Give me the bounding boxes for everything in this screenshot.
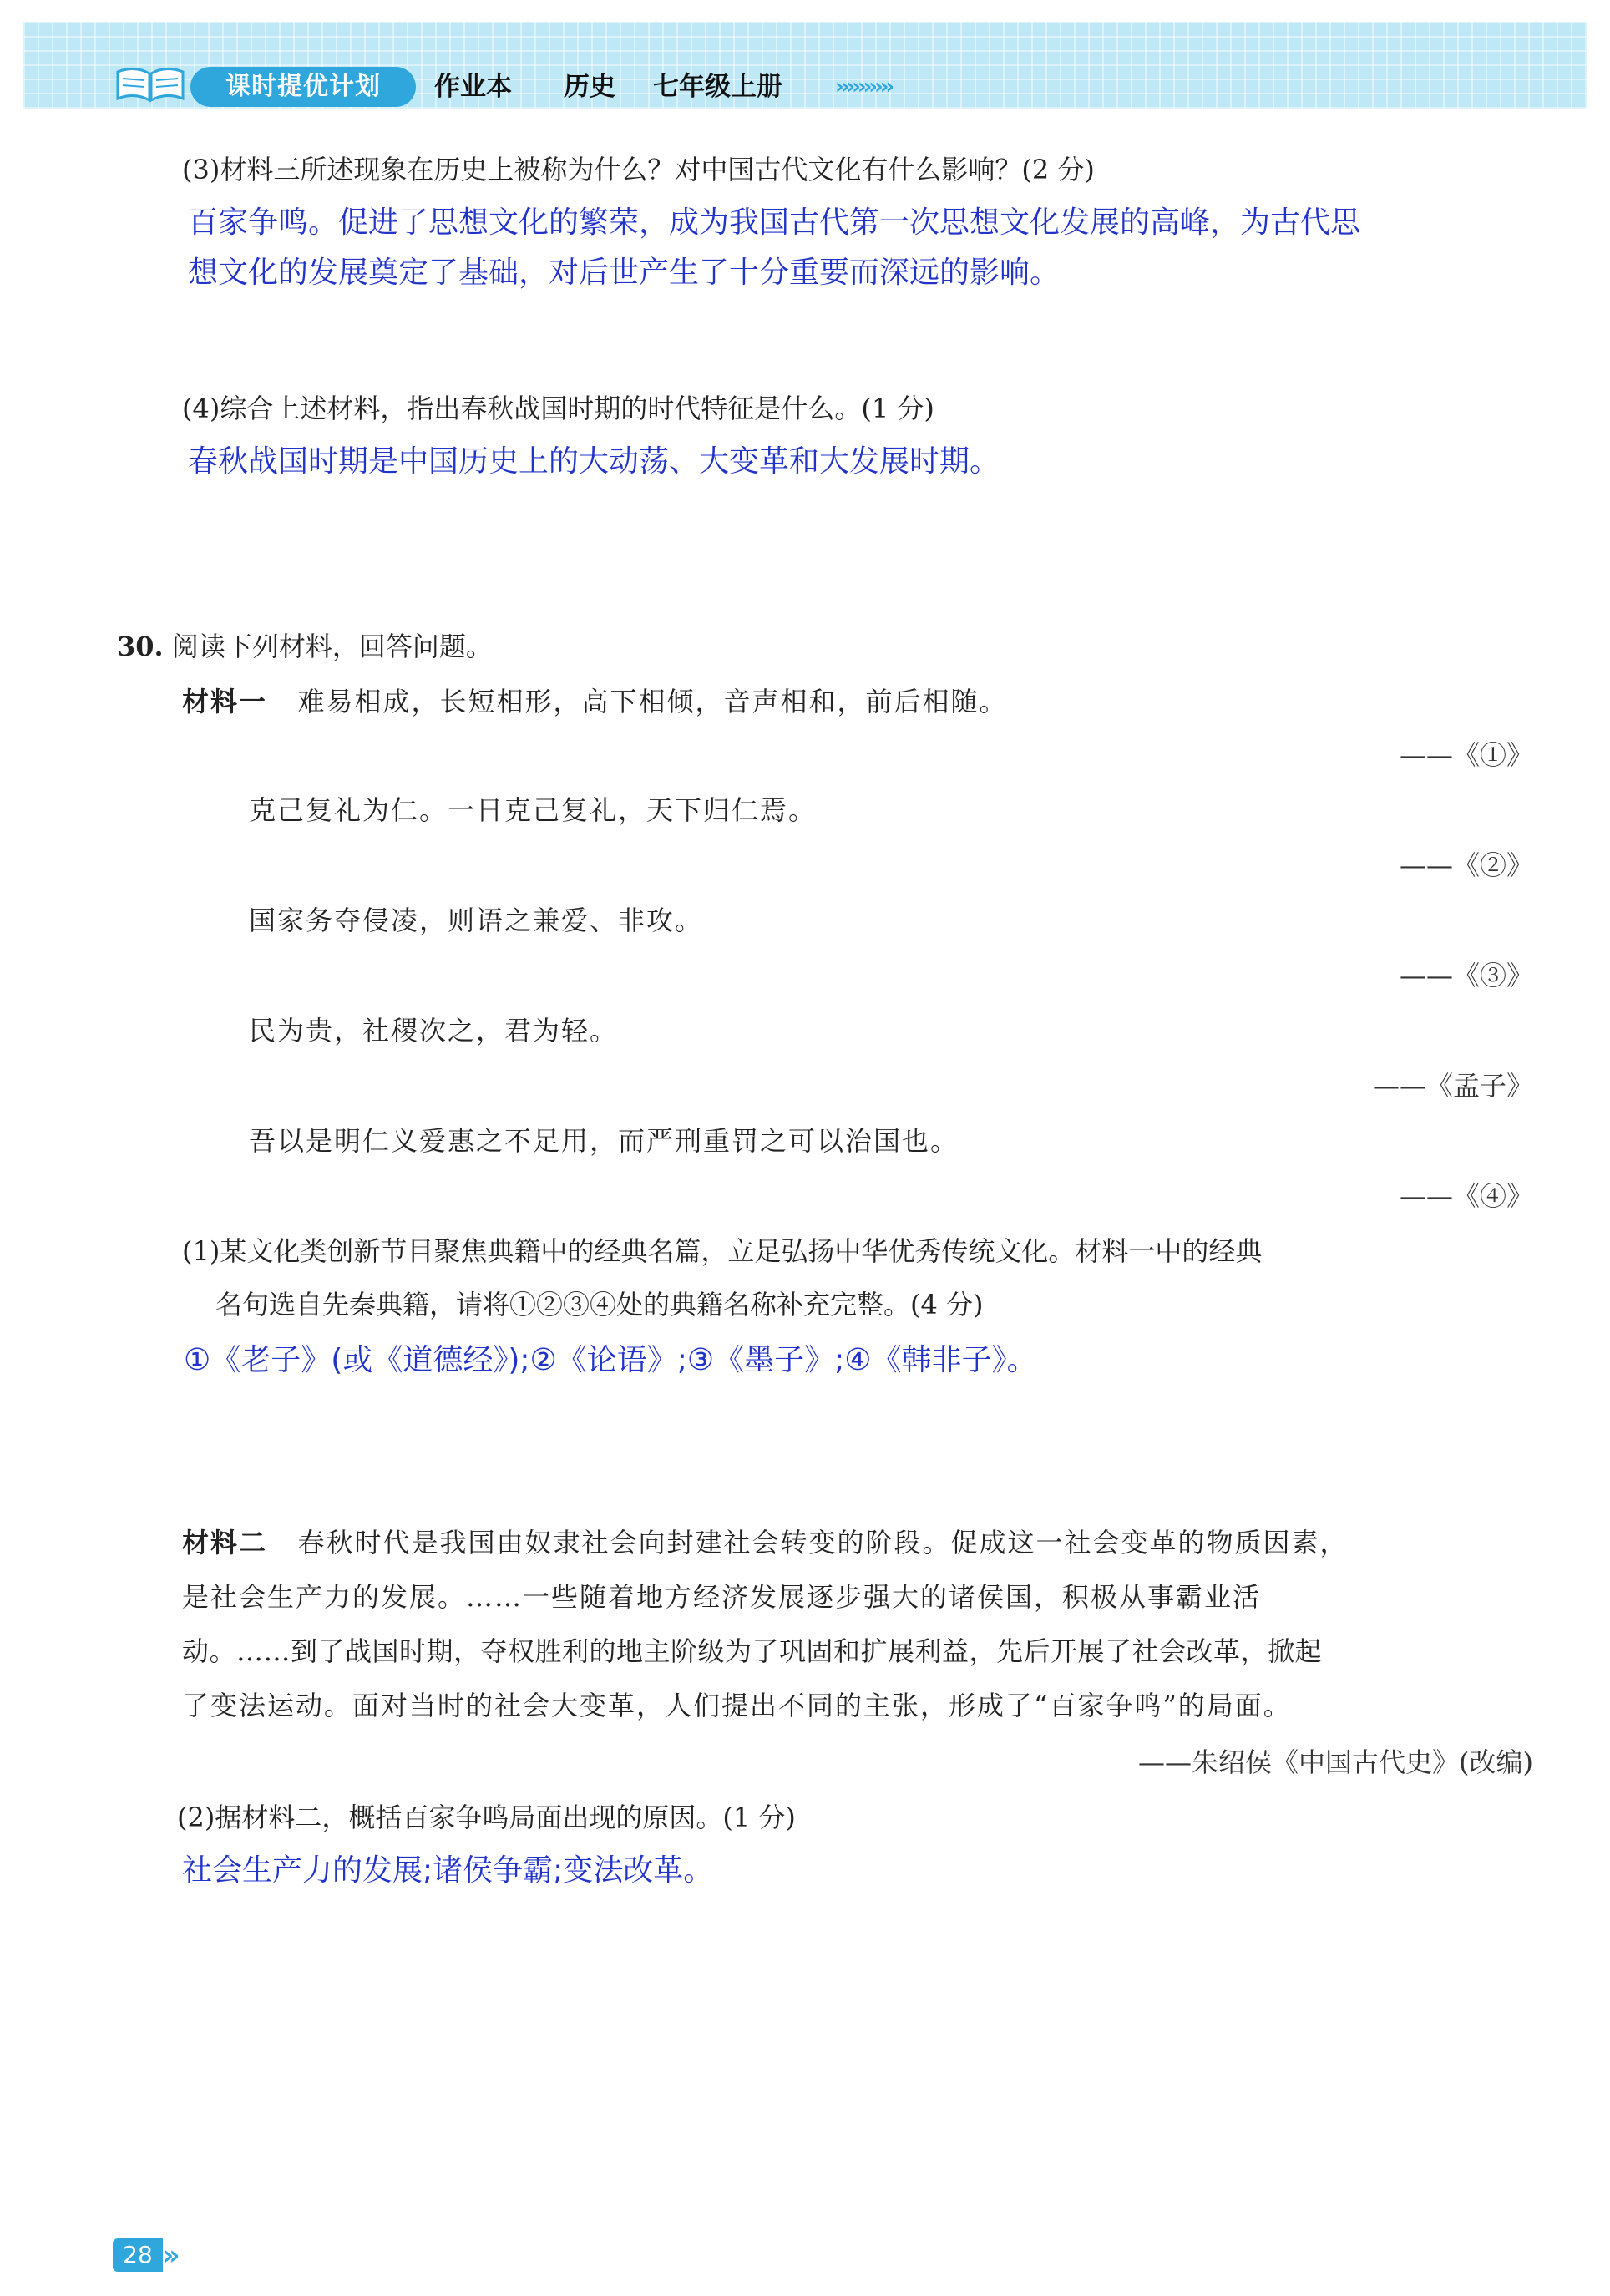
q3-prompt: (3)材料三所述现象在历史上被称为什么？对中国古代文化有什么影响？(2 分) [182,154,1095,185]
book-type: 作业本 [434,72,512,102]
material-1-line1 [182,683,1008,720]
page-number: 28 [113,2238,163,2272]
material-1-source5: ——《④》 [1399,1180,1533,1212]
sq1-prompt-line1: (1)某文化类创新节目聚焦典籍中的经典名篇，立足弘扬中华优秀传统文化。材料一中的经典 [182,1235,1263,1267]
material-2-text1: 春秋时代是我国由奴隶社会向封建社会转变的阶段。促成这一社会变革的物质因素， [297,1527,1349,1559]
sq1-answer: ①《老子》(或《道德经》);②《论语》;③《墨子》;④《韩非子》。 [184,1343,1037,1377]
material-1-source3: ——《③》 [1399,960,1533,991]
q4-prompt: (4)综合上述材料，指出春秋战国时期的时代特征是什么。(1 分) [182,393,934,424]
footer-arrow-icon: ›› [163,2239,175,2271]
series-title: 课时提优计划 [190,67,416,107]
material-1-quote2: 克己复礼为仁。一日克己复礼，天下归仁焉。 [249,794,818,826]
header-arrows-icon: ›››››››››› [835,74,892,99]
q3-answer-line1: 百家争鸣。促进了思想文化的繁荣，成为我国古代第一次思想文化发展的高峰，为古代思 [188,205,1361,240]
material-1-quote4: 民为贵，社稷次之，君为轻。 [249,1015,619,1047]
sq2-prompt: (2)据材料二，概括百家争鸣局面出现的原因。(1 分) [177,1802,796,1833]
sq1-prompt-line2: 名句选自先秦典籍，请将①②③④处的典籍名称补充完整。(4 分) [215,1289,984,1320]
material-2-line1 [182,1524,1349,1561]
material-1-source2: ——《②》 [1399,849,1533,881]
material-1-label: 材料一 [182,686,268,717]
book-icon [113,63,188,104]
material-1-source4: ——《孟子》 [1372,1070,1533,1102]
sq2-answer: 社会生产力的发展;诸侯争霸;变法改革。 [182,1853,714,1888]
q3-answer-line2: 想文化的发展奠定了基础，对后世产生了十分重要而深远的影响。 [188,256,1061,290]
material-2-line3: 动。……到了战国时期，夺权胜利的地主阶级为了巩固和扩展利益，先后开展了社会改革，掀起 [182,1635,1323,1667]
material-1-quote3: 国家务夺侵凌，则语之兼爱、非攻。 [249,905,704,936]
material-1-quote1: 难易相成，长短相形，高下相倾，音声相和，前后相随。 [297,686,1008,717]
subject: 历史 [564,72,615,102]
question-title: 阅读下列材料，回答问题。 [171,631,493,662]
question-number: 30. [117,631,164,662]
material-2-line4: 了变法运动。面对当时的社会大变革，人们提出不同的主张，形成了“百家争鸣”的局面。 [182,1690,1292,1721]
material-1-quote5: 吾以是明仁义爱惠之不足用，而严刑重罚之可以治国也。 [249,1125,959,1157]
material-2-label: 材料二 [182,1527,268,1559]
material-2-source: ——朱绍侯《中国古代史》(改编) [1138,1746,1533,1778]
material-2-line2: 是社会生产力的发展。……一些随着地方经济发展逐步强大的诸侯国，积极从事霸业活 [182,1581,1262,1613]
grade: 七年级上册 [653,72,782,102]
q4-answer: 春秋战国时期是中国历史上的大动荡、大变革和大发展时期。 [188,444,1000,479]
question-30 [117,628,493,665]
material-1-source1: ——《①》 [1399,739,1533,771]
